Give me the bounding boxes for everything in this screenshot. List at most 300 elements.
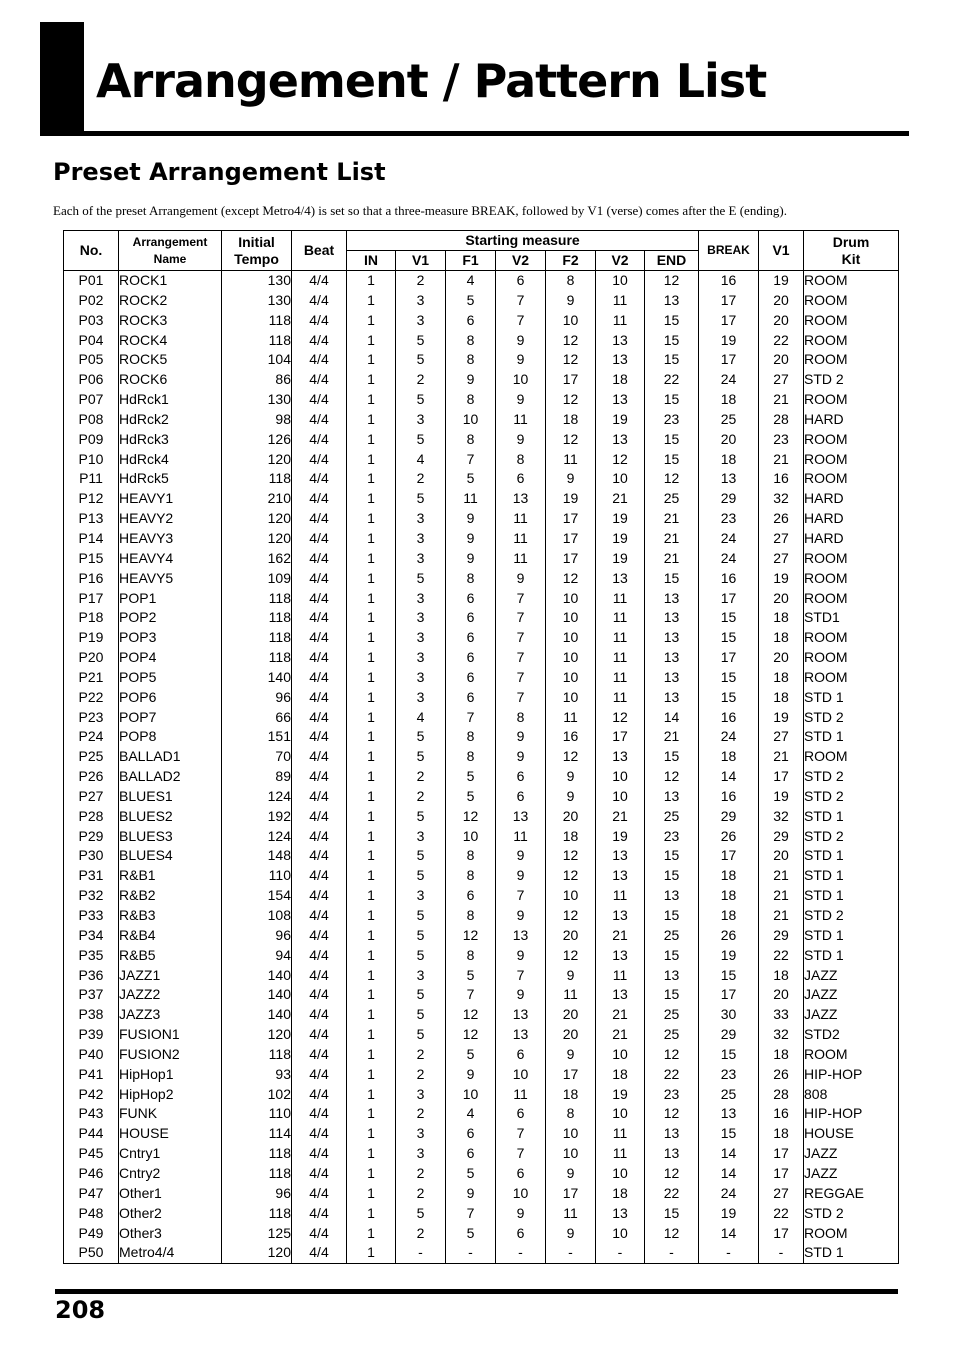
cell-end: 12 bbox=[645, 767, 699, 787]
cell-v1-after: 29 bbox=[759, 827, 804, 847]
cell-end: 12 bbox=[645, 1104, 699, 1124]
cell-tempo: 124 bbox=[222, 827, 292, 847]
cell-v1-after: 21 bbox=[759, 886, 804, 906]
cell-break: 16 bbox=[699, 569, 759, 589]
cell-end: 25 bbox=[645, 926, 699, 946]
cell-name: HEAVY4 bbox=[119, 549, 222, 569]
cell-in: 1 bbox=[347, 906, 396, 926]
cell-break: 18 bbox=[699, 747, 759, 767]
cell-beat: 4/4 bbox=[292, 807, 347, 827]
cell-f2: 17 bbox=[546, 509, 596, 529]
cell-no: P12 bbox=[64, 489, 119, 509]
cell-f2: 9 bbox=[546, 1164, 596, 1184]
table-row bbox=[64, 727, 899, 747]
cell-break: 24 bbox=[699, 370, 759, 390]
cell-in: 1 bbox=[347, 589, 396, 609]
cell-end: 15 bbox=[645, 946, 699, 966]
cell-v1-after: 22 bbox=[759, 946, 804, 966]
cell-v1: 3 bbox=[396, 966, 446, 986]
cell-end: 13 bbox=[645, 966, 699, 986]
cell-in: 1 bbox=[347, 747, 396, 767]
cell-f1: 10 bbox=[446, 1085, 496, 1105]
table-row bbox=[64, 1224, 899, 1244]
cell-in: 1 bbox=[347, 866, 396, 886]
cell-name: ROCK6 bbox=[119, 370, 222, 390]
cell-tempo: 110 bbox=[222, 866, 292, 886]
cell-v1-after: 20 bbox=[759, 311, 804, 331]
cell-f1: 6 bbox=[446, 668, 496, 688]
cell-name: R&B2 bbox=[119, 886, 222, 906]
cell-v1-after: - bbox=[759, 1243, 804, 1263]
cell-beat: 4/4 bbox=[292, 1045, 347, 1065]
cell-f1: 7 bbox=[446, 450, 496, 470]
cell-name: ROCK2 bbox=[119, 291, 222, 311]
cell-v1: 2 bbox=[396, 469, 446, 489]
cell-v2: 7 bbox=[496, 608, 546, 628]
cell-beat: 4/4 bbox=[292, 668, 347, 688]
cell-tempo: 140 bbox=[222, 966, 292, 986]
cell-in: 1 bbox=[347, 1184, 396, 1204]
cell-beat: 4/4 bbox=[292, 509, 347, 529]
cell-v1-after: 19 bbox=[759, 708, 804, 728]
cell-v1: 5 bbox=[396, 985, 446, 1005]
cell-drum-kit: ROOM bbox=[804, 549, 899, 569]
header-sub-end: END bbox=[645, 251, 699, 271]
table-row bbox=[64, 311, 899, 331]
table-row bbox=[64, 410, 899, 430]
table-row bbox=[64, 1243, 899, 1263]
cell-drum-kit: JAZZ bbox=[804, 966, 899, 986]
table-row bbox=[64, 668, 899, 688]
cell-drum-kit: STD 1 bbox=[804, 866, 899, 886]
cell-beat: 4/4 bbox=[292, 1164, 347, 1184]
cell-end: 13 bbox=[645, 628, 699, 648]
cell-v2b: 13 bbox=[596, 1204, 645, 1224]
cell-beat: 4/4 bbox=[292, 430, 347, 450]
cell-v1: 3 bbox=[396, 311, 446, 331]
cell-break: 15 bbox=[699, 1124, 759, 1144]
cell-no: P33 bbox=[64, 906, 119, 926]
cell-drum-kit: STD 1 bbox=[804, 886, 899, 906]
table-row bbox=[64, 331, 899, 351]
cell-v1: 5 bbox=[396, 747, 446, 767]
cell-v1: 5 bbox=[396, 569, 446, 589]
cell-drum-kit: ROOM bbox=[804, 469, 899, 489]
cell-f2: 17 bbox=[546, 1065, 596, 1085]
table-row bbox=[64, 509, 899, 529]
cell-f1: 8 bbox=[446, 350, 496, 370]
table-row bbox=[64, 688, 899, 708]
cell-v1-after: 18 bbox=[759, 668, 804, 688]
table-row bbox=[64, 390, 899, 410]
cell-v1-after: 18 bbox=[759, 1045, 804, 1065]
cell-v1-after: 33 bbox=[759, 1005, 804, 1025]
cell-f2: 18 bbox=[546, 410, 596, 430]
cell-name: BLUES3 bbox=[119, 827, 222, 847]
cell-drum-kit: STD 1 bbox=[804, 946, 899, 966]
cell-break: 18 bbox=[699, 886, 759, 906]
cell-no: P13 bbox=[64, 509, 119, 529]
cell-v1-after: 20 bbox=[759, 589, 804, 609]
cell-name: JAZZ3 bbox=[119, 1005, 222, 1025]
cell-in: 1 bbox=[347, 846, 396, 866]
cell-f2: 16 bbox=[546, 727, 596, 747]
arrangement-table bbox=[63, 230, 899, 1264]
cell-end: 23 bbox=[645, 1085, 699, 1105]
table-row bbox=[64, 648, 899, 668]
cell-name: ROCK1 bbox=[119, 271, 222, 291]
cell-name: ROCK3 bbox=[119, 311, 222, 331]
cell-break: - bbox=[699, 1243, 759, 1263]
cell-no: P49 bbox=[64, 1224, 119, 1244]
cell-v1: 2 bbox=[396, 271, 446, 291]
cell-no: P45 bbox=[64, 1144, 119, 1164]
cell-drum-kit: HIP-HOP bbox=[804, 1065, 899, 1085]
cell-v2b: - bbox=[596, 1243, 645, 1263]
cell-v1: 3 bbox=[396, 688, 446, 708]
cell-beat: 4/4 bbox=[292, 1184, 347, 1204]
cell-beat: 4/4 bbox=[292, 846, 347, 866]
cell-v2b: 11 bbox=[596, 886, 645, 906]
cell-drum-kit: ROOM bbox=[804, 390, 899, 410]
cell-v2b: 18 bbox=[596, 1184, 645, 1204]
cell-f2: 12 bbox=[546, 846, 596, 866]
cell-no: P25 bbox=[64, 747, 119, 767]
cell-end: 12 bbox=[645, 1164, 699, 1184]
cell-drum-kit: ROOM bbox=[804, 291, 899, 311]
cell-f2: 11 bbox=[546, 450, 596, 470]
cell-break: 24 bbox=[699, 529, 759, 549]
cell-break: 17 bbox=[699, 985, 759, 1005]
cell-no: P31 bbox=[64, 866, 119, 886]
cell-name: Metro4/4 bbox=[119, 1243, 222, 1263]
cell-v2: 7 bbox=[496, 648, 546, 668]
cell-name: HipHop2 bbox=[119, 1085, 222, 1105]
cell-v2b: 21 bbox=[596, 1025, 645, 1045]
cell-f1: 7 bbox=[446, 708, 496, 728]
cell-v2: 6 bbox=[496, 1224, 546, 1244]
cell-end: 15 bbox=[645, 311, 699, 331]
cell-v1: 5 bbox=[396, 906, 446, 926]
cell-v1-after: 17 bbox=[759, 1224, 804, 1244]
cell-tempo: 96 bbox=[222, 926, 292, 946]
cell-no: P35 bbox=[64, 946, 119, 966]
cell-v2: 11 bbox=[496, 549, 546, 569]
title-side-bar bbox=[40, 22, 84, 136]
cell-f1: 4 bbox=[446, 271, 496, 291]
cell-v1: 3 bbox=[396, 608, 446, 628]
cell-v1-after: 28 bbox=[759, 410, 804, 430]
cell-f1: 8 bbox=[446, 866, 496, 886]
cell-f2: 18 bbox=[546, 1085, 596, 1105]
cell-name: HdRck4 bbox=[119, 450, 222, 470]
cell-f2: 20 bbox=[546, 1025, 596, 1045]
cell-v2b: 11 bbox=[596, 668, 645, 688]
cell-in: 1 bbox=[347, 489, 396, 509]
cell-v2b: 10 bbox=[596, 1104, 645, 1124]
cell-drum-kit: HARD bbox=[804, 489, 899, 509]
cell-v2b: 13 bbox=[596, 331, 645, 351]
cell-v1: 5 bbox=[396, 1005, 446, 1025]
cell-v2: 13 bbox=[496, 489, 546, 509]
cell-tempo: 96 bbox=[222, 1184, 292, 1204]
cell-tempo: 120 bbox=[222, 509, 292, 529]
cell-beat: 4/4 bbox=[292, 469, 347, 489]
cell-beat: 4/4 bbox=[292, 1124, 347, 1144]
cell-v2b: 19 bbox=[596, 529, 645, 549]
cell-drum-kit: ROOM bbox=[804, 1045, 899, 1065]
cell-beat: 4/4 bbox=[292, 1243, 347, 1263]
cell-end: 13 bbox=[645, 668, 699, 688]
table-row bbox=[64, 747, 899, 767]
cell-drum-kit: STD 1 bbox=[804, 1243, 899, 1263]
cell-end: 23 bbox=[645, 410, 699, 430]
cell-drum-kit: ROOM bbox=[804, 747, 899, 767]
cell-v2b: 19 bbox=[596, 509, 645, 529]
cell-f1: 8 bbox=[446, 727, 496, 747]
cell-end: 21 bbox=[645, 529, 699, 549]
cell-tempo: 94 bbox=[222, 946, 292, 966]
cell-f2: 12 bbox=[546, 747, 596, 767]
cell-end: 15 bbox=[645, 906, 699, 926]
cell-name: Cntry1 bbox=[119, 1144, 222, 1164]
cell-v2: 7 bbox=[496, 311, 546, 331]
cell-end: 15 bbox=[645, 450, 699, 470]
cell-beat: 4/4 bbox=[292, 767, 347, 787]
cell-v2: 11 bbox=[496, 509, 546, 529]
cell-f2: 8 bbox=[546, 1104, 596, 1124]
cell-v1-after: 19 bbox=[759, 271, 804, 291]
cell-end: 15 bbox=[645, 866, 699, 886]
cell-f2: 19 bbox=[546, 489, 596, 509]
cell-tempo: 104 bbox=[222, 350, 292, 370]
cell-in: 1 bbox=[347, 430, 396, 450]
cell-v2: 6 bbox=[496, 787, 546, 807]
cell-v1: 2 bbox=[396, 1104, 446, 1124]
cell-v1-after: 27 bbox=[759, 1184, 804, 1204]
cell-end: 12 bbox=[645, 1224, 699, 1244]
cell-drum-kit: HIP-HOP bbox=[804, 1104, 899, 1124]
cell-no: P39 bbox=[64, 1025, 119, 1045]
cell-break: 20 bbox=[699, 430, 759, 450]
cell-in: 1 bbox=[347, 668, 396, 688]
cell-v1: 3 bbox=[396, 1085, 446, 1105]
cell-end: 23 bbox=[645, 827, 699, 847]
cell-no: P28 bbox=[64, 807, 119, 827]
cell-name: R&B3 bbox=[119, 906, 222, 926]
cell-break: 24 bbox=[699, 727, 759, 747]
cell-drum-kit: JAZZ bbox=[804, 985, 899, 1005]
cell-f2: 12 bbox=[546, 390, 596, 410]
cell-no: P08 bbox=[64, 410, 119, 430]
cell-no: P27 bbox=[64, 787, 119, 807]
cell-end: 15 bbox=[645, 390, 699, 410]
table-row bbox=[64, 529, 899, 549]
cell-v2b: 11 bbox=[596, 608, 645, 628]
cell-break: 17 bbox=[699, 648, 759, 668]
cell-v2b: 21 bbox=[596, 807, 645, 827]
cell-drum-kit: STD1 bbox=[804, 608, 899, 628]
cell-v1: 3 bbox=[396, 648, 446, 668]
page-number: 208 bbox=[55, 1296, 106, 1324]
cell-name: BLUES4 bbox=[119, 846, 222, 866]
header-beat: Beat bbox=[292, 231, 347, 271]
cell-end: 13 bbox=[645, 589, 699, 609]
cell-v1-after: 29 bbox=[759, 926, 804, 946]
cell-v1-after: 22 bbox=[759, 1204, 804, 1224]
cell-name: JAZZ2 bbox=[119, 985, 222, 1005]
cell-v2: 9 bbox=[496, 906, 546, 926]
cell-v2b: 10 bbox=[596, 271, 645, 291]
cell-v1: - bbox=[396, 1243, 446, 1263]
cell-v2b: 21 bbox=[596, 926, 645, 946]
cell-v1: 5 bbox=[396, 350, 446, 370]
table-row bbox=[64, 1025, 899, 1045]
cell-break: 14 bbox=[699, 1144, 759, 1164]
cell-tempo: 108 bbox=[222, 906, 292, 926]
cell-no: P05 bbox=[64, 350, 119, 370]
cell-v1: 3 bbox=[396, 291, 446, 311]
cell-drum-kit: HARD bbox=[804, 529, 899, 549]
cell-beat: 4/4 bbox=[292, 708, 347, 728]
cell-v2: 6 bbox=[496, 271, 546, 291]
cell-in: 1 bbox=[347, 1243, 396, 1263]
cell-v2: 9 bbox=[496, 1204, 546, 1224]
cell-drum-kit: HOUSE bbox=[804, 1124, 899, 1144]
cell-v1: 2 bbox=[396, 1224, 446, 1244]
cell-v1: 2 bbox=[396, 1184, 446, 1204]
cell-v2: 9 bbox=[496, 727, 546, 747]
table-row bbox=[64, 985, 899, 1005]
cell-no: P29 bbox=[64, 827, 119, 847]
cell-f2: 17 bbox=[546, 1184, 596, 1204]
cell-drum-kit: ROOM bbox=[804, 331, 899, 351]
cell-no: P32 bbox=[64, 886, 119, 906]
table-row bbox=[64, 608, 899, 628]
cell-break: 14 bbox=[699, 1164, 759, 1184]
cell-v1: 3 bbox=[396, 668, 446, 688]
table-row bbox=[64, 549, 899, 569]
cell-name: Other3 bbox=[119, 1224, 222, 1244]
cell-drum-kit: STD 2 bbox=[804, 370, 899, 390]
cell-break: 19 bbox=[699, 331, 759, 351]
cell-f1: 5 bbox=[446, 966, 496, 986]
cell-f1: 6 bbox=[446, 688, 496, 708]
cell-in: 1 bbox=[347, 648, 396, 668]
cell-v1-after: 26 bbox=[759, 509, 804, 529]
cell-end: 15 bbox=[645, 350, 699, 370]
cell-v1-after: 27 bbox=[759, 370, 804, 390]
cell-name: R&B4 bbox=[119, 926, 222, 946]
cell-v1: 2 bbox=[396, 1164, 446, 1184]
cell-f2: 10 bbox=[546, 668, 596, 688]
cell-end: - bbox=[645, 1243, 699, 1263]
cell-in: 1 bbox=[347, 509, 396, 529]
cell-v2: 9 bbox=[496, 747, 546, 767]
cell-break: 17 bbox=[699, 350, 759, 370]
cell-v2: 13 bbox=[496, 1025, 546, 1045]
cell-break: 17 bbox=[699, 589, 759, 609]
cell-v2: 8 bbox=[496, 708, 546, 728]
cell-in: 1 bbox=[347, 827, 396, 847]
cell-name: POP8 bbox=[119, 727, 222, 747]
cell-end: 13 bbox=[645, 787, 699, 807]
cell-break: 16 bbox=[699, 787, 759, 807]
cell-tempo: 98 bbox=[222, 410, 292, 430]
table-row bbox=[64, 767, 899, 787]
cell-f1: 8 bbox=[446, 846, 496, 866]
title-rule bbox=[40, 131, 909, 136]
cell-v1-after: 20 bbox=[759, 350, 804, 370]
cell-no: P04 bbox=[64, 331, 119, 351]
cell-no: P48 bbox=[64, 1204, 119, 1224]
cell-break: 23 bbox=[699, 509, 759, 529]
cell-v1-after: 20 bbox=[759, 985, 804, 1005]
cell-v1-after: 32 bbox=[759, 807, 804, 827]
cell-end: 15 bbox=[645, 331, 699, 351]
cell-break: 17 bbox=[699, 311, 759, 331]
cell-v2b: 10 bbox=[596, 1164, 645, 1184]
cell-v2b: 13 bbox=[596, 350, 645, 370]
cell-break: 25 bbox=[699, 410, 759, 430]
cell-end: 13 bbox=[645, 291, 699, 311]
cell-f2: 12 bbox=[546, 430, 596, 450]
cell-v2: 7 bbox=[496, 966, 546, 986]
cell-break: 29 bbox=[699, 489, 759, 509]
table-row bbox=[64, 370, 899, 390]
cell-v2: 7 bbox=[496, 589, 546, 609]
cell-v1: 2 bbox=[396, 787, 446, 807]
cell-f1: 12 bbox=[446, 926, 496, 946]
cell-name: POP6 bbox=[119, 688, 222, 708]
cell-no: P19 bbox=[64, 628, 119, 648]
cell-name: FUSION1 bbox=[119, 1025, 222, 1045]
cell-v2: 11 bbox=[496, 410, 546, 430]
cell-drum-kit: STD 1 bbox=[804, 807, 899, 827]
cell-in: 1 bbox=[347, 966, 396, 986]
cell-v2b: 10 bbox=[596, 1045, 645, 1065]
cell-in: 1 bbox=[347, 1045, 396, 1065]
cell-f1: 6 bbox=[446, 886, 496, 906]
cell-v1: 5 bbox=[396, 866, 446, 886]
cell-beat: 4/4 bbox=[292, 1005, 347, 1025]
cell-tempo: 118 bbox=[222, 1045, 292, 1065]
cell-v1-after: 18 bbox=[759, 966, 804, 986]
header-drum-kit: Drum Kit bbox=[804, 231, 899, 271]
cell-in: 1 bbox=[347, 628, 396, 648]
cell-v2b: 13 bbox=[596, 946, 645, 966]
cell-drum-kit: ROOM bbox=[804, 450, 899, 470]
cell-f1: 5 bbox=[446, 469, 496, 489]
cell-drum-kit: ROOM bbox=[804, 271, 899, 291]
cell-in: 1 bbox=[347, 1104, 396, 1124]
cell-f2: 9 bbox=[546, 1224, 596, 1244]
cell-f2: 12 bbox=[546, 331, 596, 351]
intro-paragraph: Each of the preset Arrangement (except Metro4/4) is set so that a three-measure BREAK, followed by V1 (verse) comes after the E (ending). bbox=[53, 203, 788, 218]
cell-drum-kit: STD 2 bbox=[804, 787, 899, 807]
cell-no: P15 bbox=[64, 549, 119, 569]
cell-f2: 11 bbox=[546, 1204, 596, 1224]
cell-drum-kit: JAZZ bbox=[804, 1144, 899, 1164]
cell-tempo: 86 bbox=[222, 370, 292, 390]
cell-beat: 4/4 bbox=[292, 410, 347, 430]
cell-end: 25 bbox=[645, 489, 699, 509]
cell-v1-after: 16 bbox=[759, 1104, 804, 1124]
cell-tempo: 109 bbox=[222, 569, 292, 589]
cell-break: 24 bbox=[699, 549, 759, 569]
cell-v2: 7 bbox=[496, 291, 546, 311]
cell-f1: 6 bbox=[446, 589, 496, 609]
